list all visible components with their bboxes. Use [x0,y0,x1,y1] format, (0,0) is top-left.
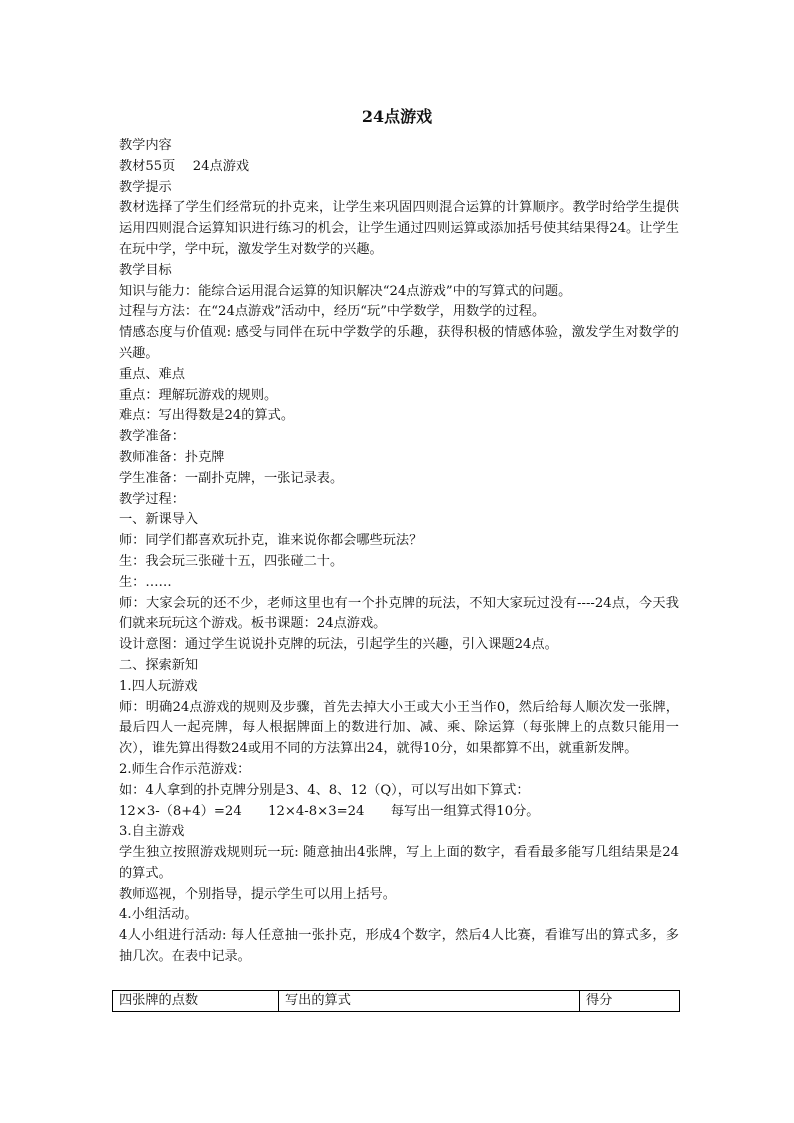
paragraph: 1.四人玩游戏 [119,678,198,694]
paragraph: 过程与方法：在“24点游戏”活动中，经历“玩”中学数学，用数学的过程。 [119,304,546,320]
paragraph: 3.自主游戏 [119,824,185,840]
paragraph: 教材选择了学生们经常玩的扑克来，让学生来巩固四则混合运算的计算顺序。教学时给学生提供运用四则混合运算知识进行练习的机会，让学生通过四则运算或添加括号使其结果得24。让学生在玩中学，学中玩，激发学生对数学的兴趣。 [119,200,679,257]
paragraph: 生：…… [119,574,172,590]
table-header-cell: 写出的算式 [279,991,580,1012]
section-heading-tips: 教学提示 [119,179,172,195]
paragraph: 学生独立按照游戏规则玩一玩: 随意抽出4张牌，写上上面的数字，看看最多能写几组结果是24的算式。 [119,845,679,881]
section-heading-key-points: 重点、难点 [119,366,185,382]
section-heading-preparation: 教学准备： [119,429,185,445]
subheading-intro: 一、新课导入 [119,512,199,528]
paragraph: 师：同学们都喜欢玩扑克，谁来说你都会哪些玩法？ [119,533,423,549]
paragraph: 2.师生合作示范游戏： [119,761,251,777]
table-header-cell: 四张牌的点数 [113,991,279,1012]
paragraph: 生：我会玩三张碰十五，四张碰二十。 [119,553,344,569]
section-heading-content: 教学内容 [119,138,172,153]
paragraph: 教师准备：扑克牌 [119,449,225,465]
subheading-explore: 二、探索新知 [119,657,199,673]
paragraph: 情感态度与价值观: 感受与同伴在玩中学数学的乐趣，获得积极的情感体验，激发学生对数学的兴趣。 [119,325,679,361]
record-table-wrap [112,990,680,1012]
paragraph: 教材55页 24点游戏 [119,158,250,174]
section-heading-process: 教学过程： [119,491,185,507]
document-body [119,136,679,968]
paragraph: 教师巡视，个别指导，提示学生可以用上括号。 [119,886,396,902]
paragraph: 如：4人拿到的扑克牌分别是3、4、8、12（Q），可以写出如下算式： [119,782,530,798]
section-heading-goals: 教学目标 [119,262,172,278]
paragraph: 师：明确24点游戏的规则及步骤，首先去掉大小王或大小王当作0，然后给每人顺次发一张牌，最后四人一起亮牌，每人根据牌面上的数进行加、减、乘、除运算（每张牌上的点数只能用一次），谁先算出得数24或用不同的方法算出24，就得10分，如果都算不出，就重新发牌。 [119,699,679,757]
paragraph: 设计意图：通过学生说说扑克牌的玩法，引起学生的兴趣，引入课题24点。 [119,637,558,653]
paragraph: 重点：理解玩游戏的规则。 [119,387,278,403]
paragraph: 知识与能力：能综合运用混合运算的知识解决“24点游戏”中的写算式的问题。 [119,283,572,299]
document-title: 24点游戏 [361,107,433,126]
paragraph: 4人小组进行活动: 每人任意抽一张扑克，形成4个数字，然后4人比赛，看谁写出的算式多，多抽几次。在表中记录。 [119,928,679,965]
table-header-cell: 得分 [580,991,680,1012]
paragraph: 4.小组活动。 [119,907,198,923]
paragraph: 师：大家会玩的还不少，老师这里也有一个扑克牌的玩法，不知大家玩过没有----24点，今天我们就来玩玩这个游戏。板书课题：24点游戏。 [119,595,679,632]
paragraph: 学生准备：一副扑克牌，一张记录表。 [119,470,344,486]
table-header-row [113,991,680,1012]
paragraph: 难点：写出得数是24的算式。 [119,408,295,424]
formula-line: 12×3-（8+4）=24 12×4-8×3=24 每写出一组算式得10分。 [119,803,540,819]
record-table [112,990,680,1012]
